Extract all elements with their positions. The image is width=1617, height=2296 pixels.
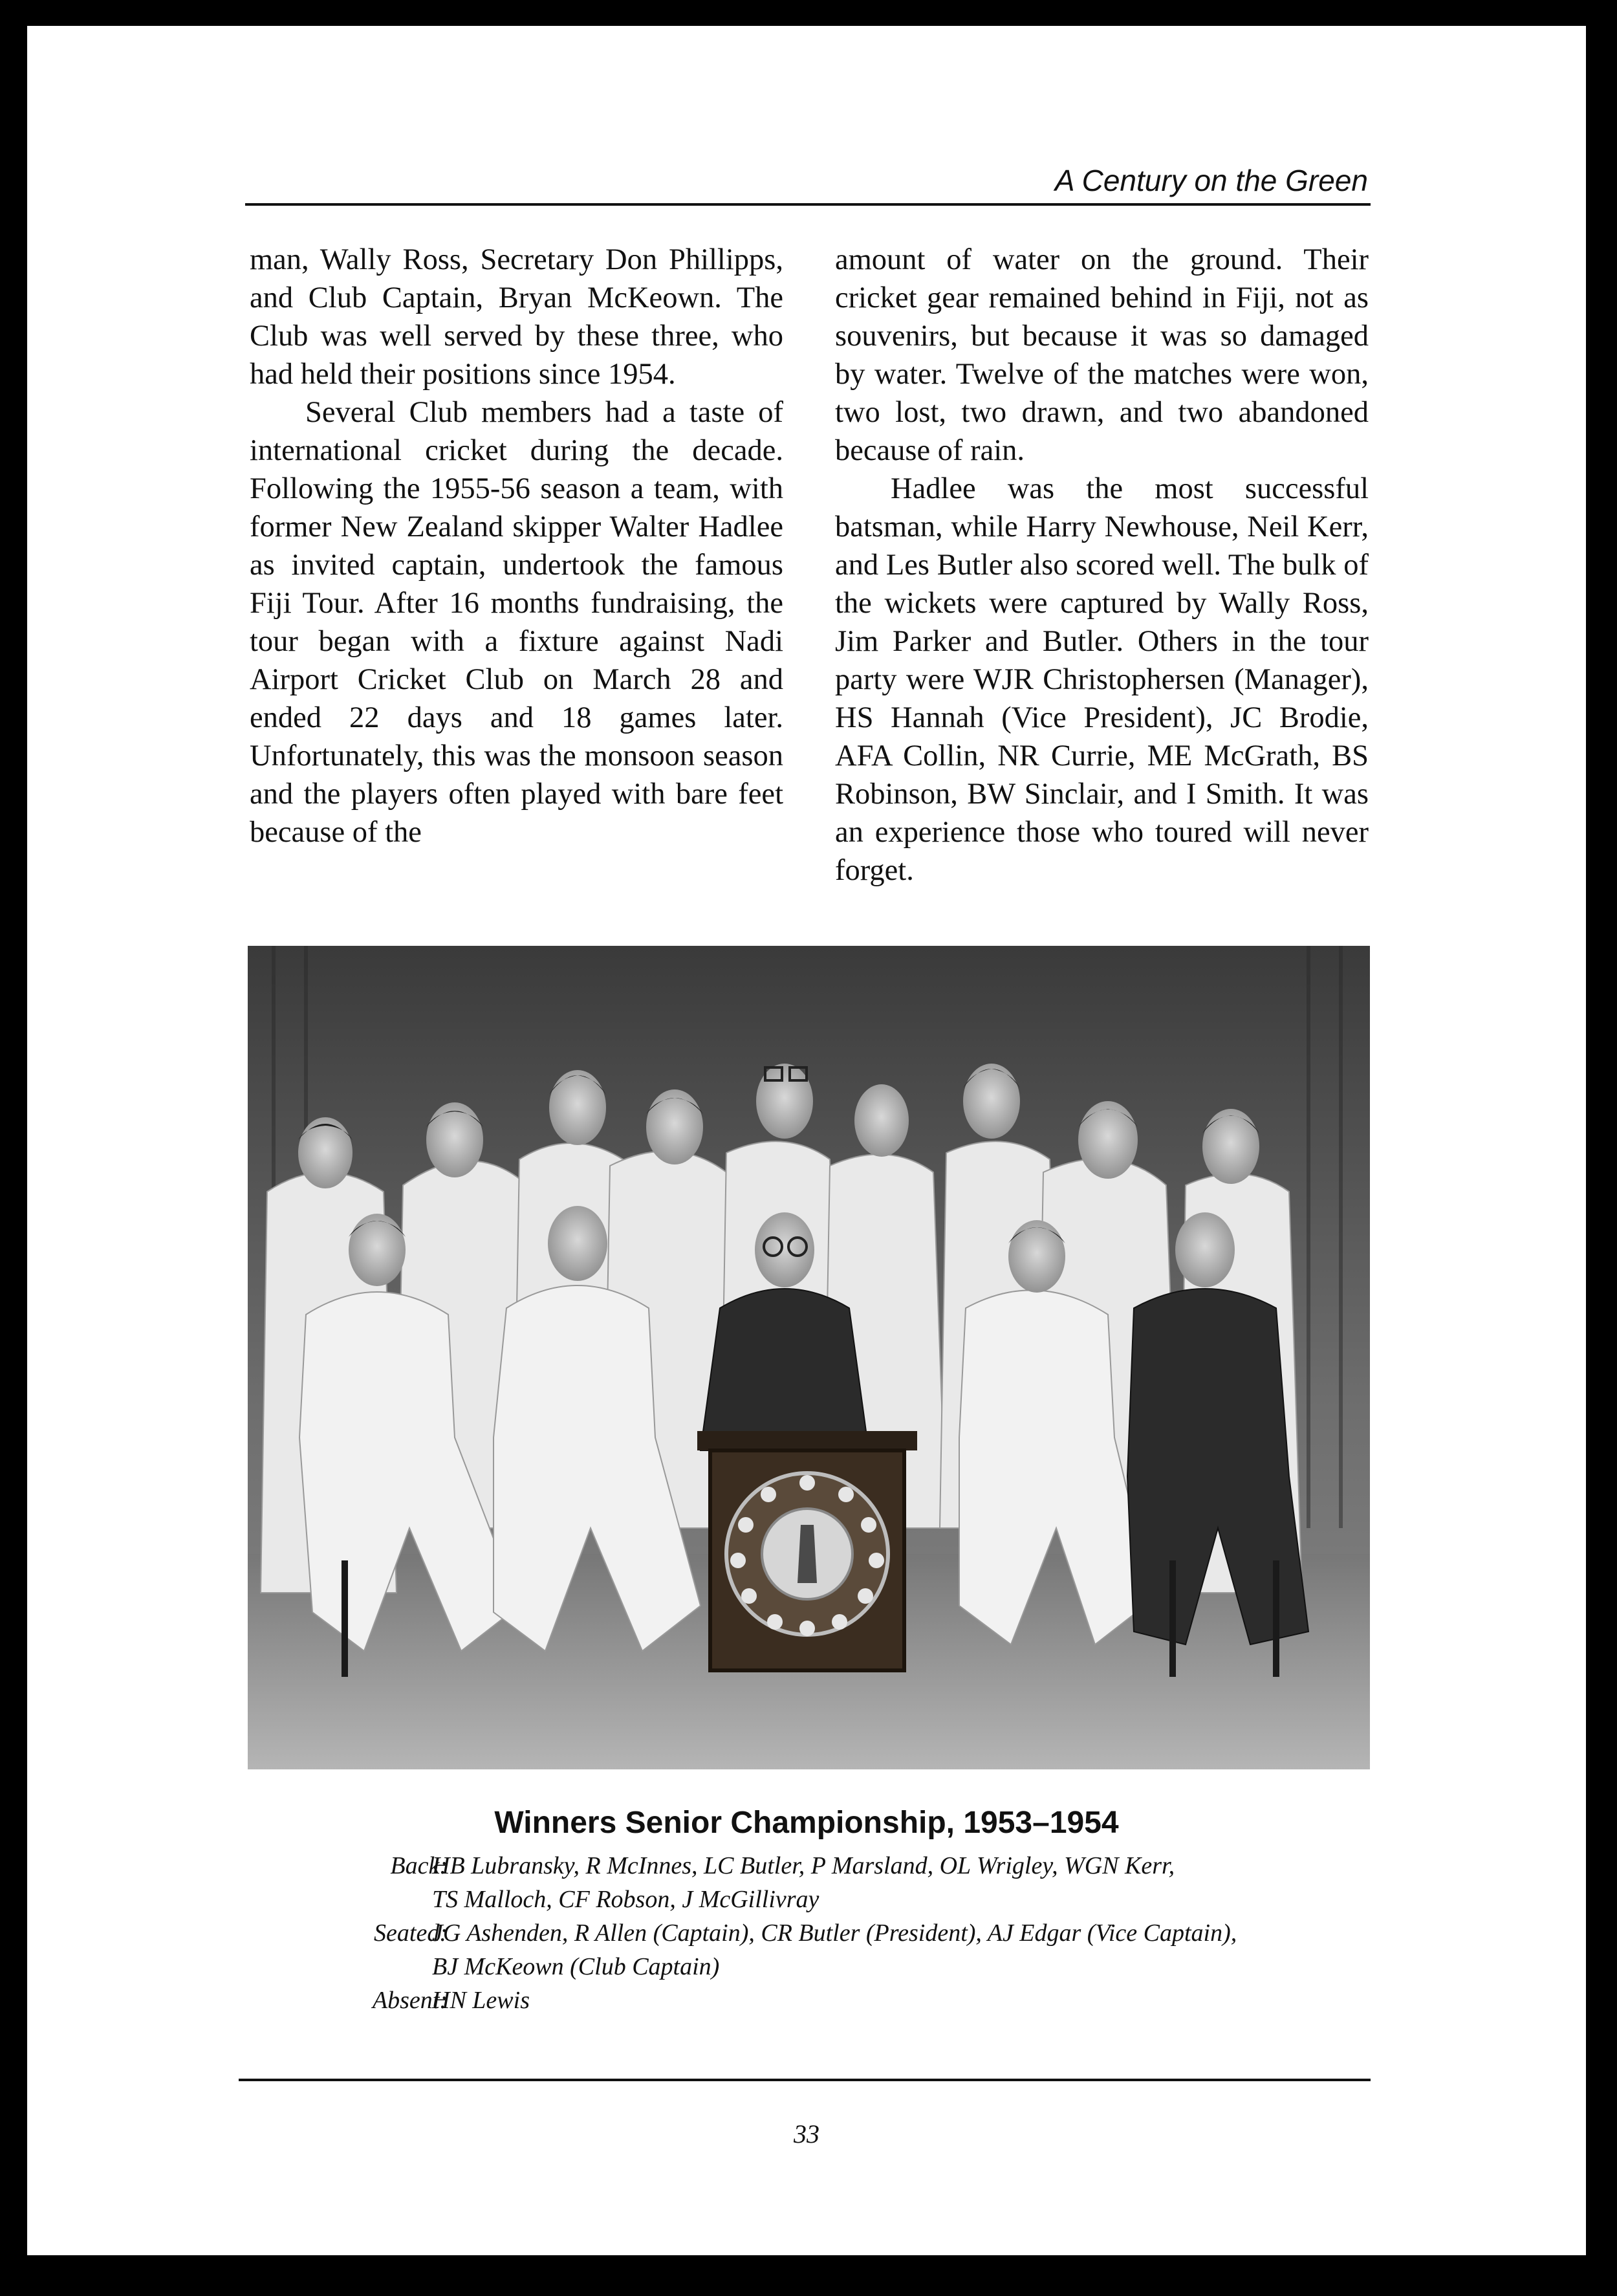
caption-absent-row (27, 1984, 1586, 2017)
left-column (250, 241, 783, 851)
championship-shield (697, 1431, 917, 1670)
footer-rule (239, 2079, 1371, 2081)
caption-title: Winners Senior Championship, 1953–1954 (494, 1806, 1119, 1840)
header-rule (245, 203, 1371, 206)
paragraph: man, Wally Ross, Secretary Don Phillipps, and Club Captain, Bryan McKeown. The Club was well served by these three, who had held their positions since 1954. (250, 243, 783, 391)
paragraph: Hadlee was the most successful batsman, while Harry Newhouse, Neil Kerr, and Les Butler also scored well. The bulk of the wickets were captured by Wally Ross, Jim Parker and Butler. Others in the tour party were WJR Christophersen (Manager), HS Hannah (Vice President), JC Brodie, AFA Collin, NR Currie, ME McGrath, BS Robinson, BW Sinclair, and I Smith. It was an experience those who toured will never forget. (835, 472, 1369, 887)
paragraph: amount of water on the ground. Their cricket gear remained behind in Fiji, not as souvenirs, but because it was so damaged by water. Twelve of the matches were won, two lost, two drawn, and two abandoned because of rain. (835, 243, 1369, 467)
caption-text: HN Lewis (432, 1987, 530, 2014)
caption-text: JG Ashenden, R Allen (Captain), CR Butler (President), AJ Edgar (Vice Captain), (432, 1919, 1237, 1947)
caption-text: BJ McKeown (Club Captain) (432, 1953, 720, 1980)
caption-label: Back: (390, 1852, 448, 1879)
caption-seated-row-cont (27, 1950, 1586, 1984)
caption-label: Seated: (374, 1919, 448, 1947)
team-photograph (248, 946, 1370, 1769)
caption-text: HB Lubransky, R McInnes, LC Butler, P Marsland, OL Wrigley, WGN Kerr, (432, 1852, 1175, 1879)
paragraph: Several Club members had a taste of international cricket during the decade. Following the 1955-56 season a team, with former New Zealand skipper Walter Hadlee as invited captain, undertook the famous Fiji Tour. After 16 months fundraising, the tour began with a fixture against Nadi Airport Cricket Club on March 28 and ended 22 days and 18 games later. Unfortunately, this was the monsoon season and the players often played with bare feet because of the (250, 396, 783, 849)
right-column (835, 241, 1369, 890)
book-page (27, 26, 1586, 2255)
page-number: 33 (794, 2119, 819, 2148)
caption-seated-row (27, 1916, 1586, 1950)
caption-back-row-cont (27, 1883, 1586, 1916)
caption-text: TS Malloch, CF Robson, J McGillivray (432, 1886, 819, 1913)
caption-back-row (27, 1849, 1586, 1883)
caption-label: Absent: (372, 1987, 448, 2014)
running-head: A Century on the Green (1054, 164, 1368, 197)
